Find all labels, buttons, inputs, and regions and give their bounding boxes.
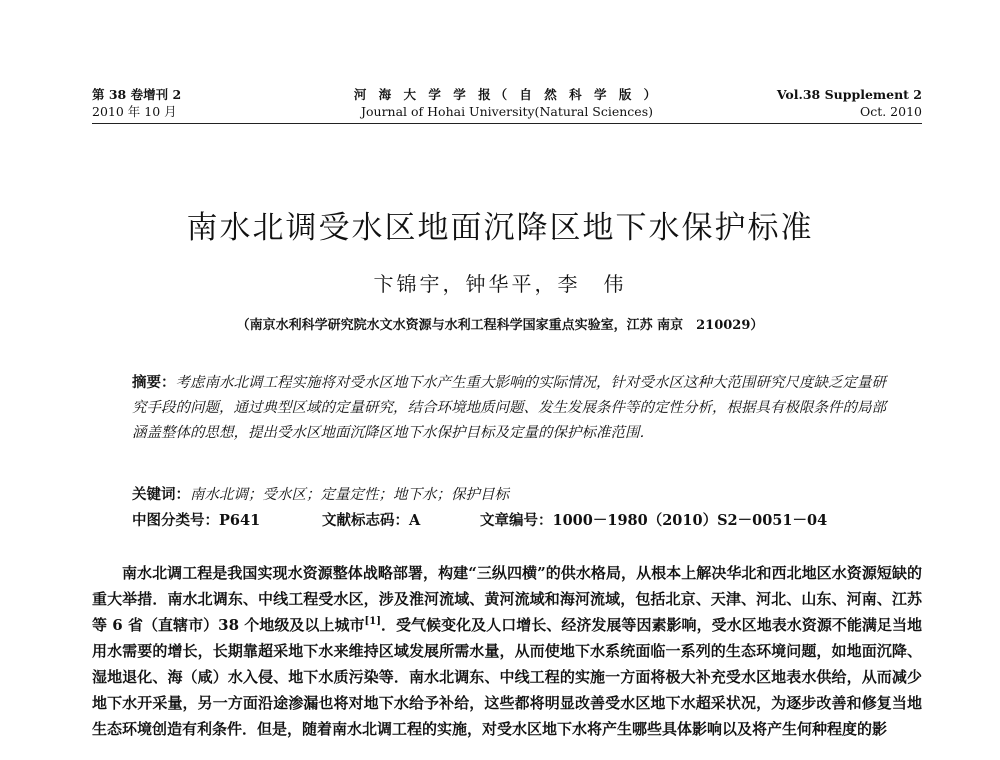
document-code: 文献标志码：A [322,512,421,529]
volume-issue-en: Vol.38 Supplement 2 [776,87,922,102]
volume-issue-cn: 第 38 卷增刊 2 [92,87,182,102]
keywords-label: 关键词： [132,486,190,503]
header-right [702,86,922,120]
body-text-part2: ．受气候变化及人口增长、经济发展等因素影响，受水区地表水资源不能满足当地用水需要的增长，长期靠超采地下水来维持区域发展所需水量，从而使地下水系统面临一系列的生态环境问题，如地面沉降、湿地退化、海（咸）水入侵、地下水质污染等．南水北调东、中线工程的实施一方面将极大补充受水区地表水供给，从而减少地下水开采量，另一方面沿途渗漏也将对地下水给予补给，这些都将明显改善受水区地下水超采状况，为逐步改善和修复当地生态环境创造有利条件．但是，随着南水北调工程的实施，对受水区地下水将产生哪些具体影响以及将产生何种程度的影 [92,616,922,738]
header-left [92,86,292,120]
keywords [132,482,892,508]
citation-ref[interactable]: [1] [364,616,381,627]
abstract-label: 摘要： [132,374,176,391]
header-rule [92,123,922,124]
body-paragraph [92,560,922,742]
paper-authors: 卞锦宇，钟华平，李 伟 [373,272,627,296]
date-en: Oct. 2010 [859,104,922,119]
date-cn: 2010 年 10 月 [92,104,177,119]
article-number: 文章编号：1000－1980（2010）S2－0051－04 [480,512,828,529]
keywords-text: 南水北调；受水区；定量定性；地下水；保护目标 [190,487,509,503]
body-text-part1: 南水北调工程是我国实现水资源整体战略部署，构建“三纵四横”的供水格局，从根本上解决华北和西北地区水资源短缺的重大举措．南水北调东、中线工程受水区，涉及淮河流域、黄河流域和海河流域，包括北京、天津、河北、山东、河南、江苏等 6 省（直辖市）38 个地级及以上城市 [92,564,922,634]
journal-title-cn: 河 海 大 学 学 报（ 自 然 科 学 版 ） [353,87,661,102]
paper-title: 南水北调受水区地面沉降区地下水保护标准 [186,210,814,246]
journal-title-en: Journal of Hohai University(Natural Sciences) [360,104,654,119]
abstract [132,370,892,446]
clc-number: 中图分类号：P641 [132,512,261,529]
abstract-text: 考虑南水北调工程实施将对受水区地下水产生重大影响的实际情况，针对受水区这种大范围研究尺度缺乏定量研究手段的问题，通过典型区域的定量研究，结合环境地质问题、发生发展条件等的定性分析，根据具有极限条件的局部涵盖整体的思想，提出受水区地面沉降区地下水保护目标及定量的保护标准范围． [132,375,886,441]
running-header [92,86,922,128]
paper-affiliation: （南京水利科学研究院水文水资源与水利工程科学国家重点实验室，江苏 南京 210029） [236,318,764,333]
